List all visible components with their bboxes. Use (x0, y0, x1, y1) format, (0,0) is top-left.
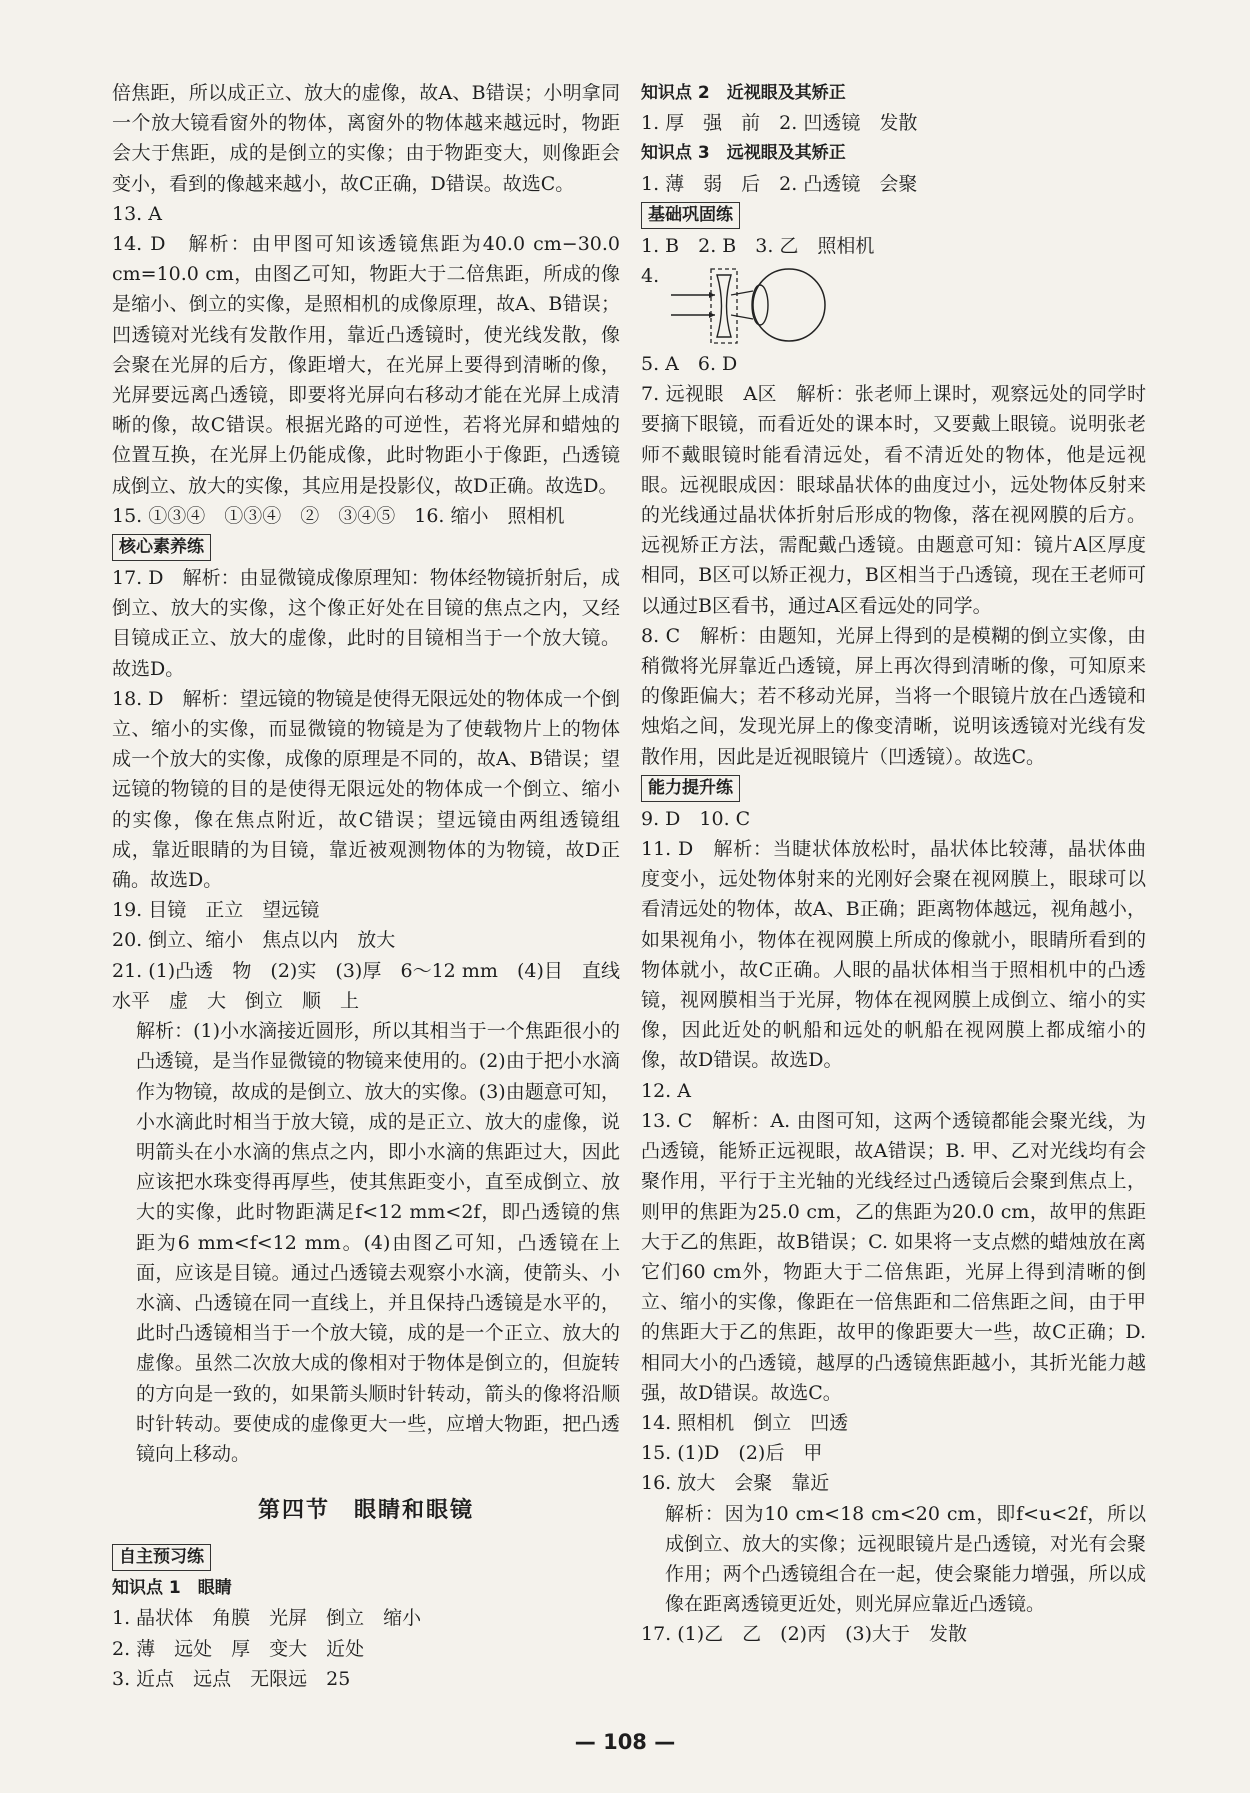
answer-15-16: 15. ①③④ ①③④ ② ③④⑤ 16. 缩小 照相机 (112, 504, 565, 527)
answer-16-analysis: 解析：因为10 cm<18 cm<20 cm，即f<u<2f，所以成倒立、放大的实像；远视眼镜片是凸透镜，对光有会聚作用；两个凸透镜组合在一起，使会聚能力增强，所以成像在距离透镜更近处，则光屏应靠近凸透镜。 (665, 1502, 1146, 1616)
answer-8: 8. C 解析：由题知，光屏上得到的是模糊的倒立实像，由稍微将光屏靠近凸透镜，屏上再次得到清晰的像，可知原来的像距偏大；若不移动光屏，当将一个眼镜片放在凸透镜和烛焰之间，发现光屏上的像变清晰，说明该透镜对光线有发散作用，因此是近视眼镜片（凹透镜）。故选C。 (641, 624, 1146, 768)
answer-19: 19. 目镜 正立 望远镜 (112, 899, 320, 922)
basic-answer-1-3: 1. B 2. B 3. 乙 照相机 (641, 234, 875, 257)
answer-text: 倍焦距，所以成正立、放大的虚像，故A、B错误；小明拿同一个放大镜看窗外的物体，离窗外的物体越来越远时，物距会大于焦距，成的是倒立的实像；由于物距变大，则像距会变小，看到的像越来越小，故C正确，D错误。故选C。 (112, 82, 620, 195)
kp2-answer: 1. 厚 强 前 2. 凹透镜 发散 (641, 112, 918, 135)
kp1-answer-2: 2. 薄 远处 厚 变大 近处 (112, 1637, 365, 1660)
section-ability: 能力提升练 (641, 775, 740, 802)
answer-13: 13. A (112, 202, 162, 225)
answer-12: 12. A (641, 1079, 691, 1102)
eye-lens-diagram (667, 263, 837, 347)
answer-15-right: 15. (1)D (2)后 甲 (641, 1442, 823, 1465)
answer-17-right: 17. (1)乙 乙 (2)丙 (3)大于 发散 (641, 1623, 967, 1646)
kp3-answer: 1. 薄 弱 后 2. 凸透镜 会聚 (641, 172, 918, 195)
left-column (112, 78, 640, 1694)
answer-17: 17. D 解析：由显微镜成像原理知：物体经物镜折射后，成倒立、放大的实像，这个像正好处在目镜的焦点之内，又经目镜成正立、放大的虚像，此时的目镜相当于一个放大镜。故选D。 (112, 567, 620, 680)
answer-21-analysis: 解析：(1)小水滴接近圆形，所以其相当于一个焦距很小的凸透镜，是当作显微镜的物镜来使用的。(2)由于把小水滴作为物镜，故成的是倒立、放大的实像。(3)由题意可知，小水滴此时相当于放大镜，成的是正立、放大的虚像，说明箭头在小水滴的焦点之内，即小水滴的焦距过大，因此应该把水珠变得再厚些，使其焦距变小，直至成倒立、放大的实像，此时物距满足f<12 mm<2f，即凸透镜的焦距为6 mm<f<12 mm。(4)由图乙可知，凸透镜在上面，应该是目镜。通过凸透镜去观察小水滴，使箭头、小水滴、凸透镜在同一直线上，并且保持凸透镜是水平的，此时凸透镜相当于一个放大镜，成的是一个正立、放大的虚像。虽然二次放大成的像相对于物体是倒立的，但旋转的方向是一致的，如果箭头顺时针转动，箭头的像将沿顺时针转动。要使成的虚像更大一些，应增大物距，把凸透镜向上移动。 (136, 1020, 620, 1465)
knowledge-point-3-title: 知识点 3 远视眼及其矫正 (641, 143, 846, 164)
answer-20: 20. 倒立、缩小 焦点以内 放大 (112, 929, 396, 952)
section-preview: 自主预习练 (112, 1544, 211, 1571)
answer-21: 21. (1)凸透 物 (2)实 (3)厚 6～12 mm (4)目 直线 水平 虚 大 倒立 顺 上 (112, 959, 640, 1012)
answer-7: 7. 远视眼 A区 解析：张老师上课时，观察远处的同学时要摘下眼镜，而看近处的课本时，又要戴上眼镜。说明张老师不戴眼镜时能看清远处，看不清近处的物体，他是远视眼。远视眼成因：眼球晶状体的曲度过小，远处物体反射来的光线通过晶状体折射后形成的物像，落在视网膜的后方。远视矫正方法，需配戴凸透镜。由题意可知：镜片A区厚度相同，B区可以矫正视力，B区相当于凸透镜，现在王老师可以通过B区看书，通过A区看远处的同学。 (641, 383, 1146, 617)
answer-11: 11. D 解析：当睫状体放松时，晶状体比较薄，晶状体曲度变小，远处物体射来的光刚好会聚在视网膜上，眼球可以看清远处的物体，故A、B正确；距离物体越远，视角越小，如果视角小，物体在视网膜上所成的像就小，眼睛所看到的物体就小，故C正确。人眼的晶状体相当于照相机中的凸透镜，视网膜相当于光屏，物体在视网膜上成倒立、缩小的实像，因此近处的帆船和远处的帆船在视网膜上都成缩小的像，故D错误。故选D。 (641, 838, 1146, 1072)
question-4-label: 4. (641, 265, 660, 288)
answer-18: 18. D 解析：望远镜的物镜是使得无限远处的物体成一个倒立、缩小的实像，而显微镜的物镜是为了使载物片上的物体成一个放大的实像，成像的原理是不同的，故A、B错误；望远镜的物镜的目的是使得无限远处的物体成一个倒立、缩小的实像，像在焦点附近，故C错误；望远镜由两组透镜组成，靠近眼睛的为目镜，靠近被观测物体的为物镜，故D正确。故选D。 (112, 687, 620, 892)
chapter-title: 第四节 眼睛和眼镜 (257, 1498, 474, 1524)
answer-9-10: 9. D 10. C (641, 807, 751, 830)
knowledge-point-2-title: 知识点 2 近视眼及其矫正 (641, 83, 846, 103)
answer-13-right: 13. C 解析：A. 由图可知，这两个透镜都能会聚光线，为凸透镜，能矫正远视眼，故A错误；B. 甲、乙对光线均有会聚作用，平行于主光轴的光线经过凸透镜后会聚到焦点上，则甲的焦距为25.0 cm，乙的焦距为20.0 cm，故甲的焦距大于乙的焦距，故B错误；C. 如果将一支点燃的蜡烛放在离它们60 cm外，物距大于二倍焦距，光屏上得到清晰的倒立、缩小的实像，像距在一倍焦距和二倍焦距之间，由于甲的焦距大于乙的焦距，故甲的像距要大一些，故C正确；D. 相同大小的凸透镜，越厚的凸透镜焦距越小，其折光能力越强，故D错误。故选C。 (641, 1109, 1146, 1404)
knowledge-point-1-title: 知识点 1 眼睛 (112, 1578, 232, 1599)
answer-5-6: 5. A 6. D (641, 353, 738, 376)
kp1-answer-1: 1. 晶状体 角膜 光屏 倒立 缩小 (112, 1607, 422, 1630)
kp1-answer-3: 3. 近点 远点 无限远 25 (112, 1667, 351, 1690)
answer-14: 14. D 解析：由甲图可知该透镜焦距为40.0 cm−30.0 cm=10.0 cm，由图乙可知，物距大于二倍焦距，所成的像是缩小、倒立的实像，是照相机的成像原理，故A、B错误；凹透镜对光线有发散作用，靠近凸透镜时，使光线发散，像会聚在光屏的后方，像距增大，在光屏上要得到清晰的像，光屏要远离凸透镜，即要将光屏向右移动才能在光屏上成清晰的像，故C错误。根据光路的可逆性，若将光屏和蜡烛的位置互换，在光屏上仍能成像，此时物距小于像距，凸透镜成倒立、放大的实像，其应用是投影仪，故D正确。故选D。 (112, 233, 620, 497)
page-number: — 108 — (574, 1730, 676, 1754)
section-basic: 基础巩固练 (641, 202, 740, 229)
section-core-literacy: 核心素养练 (112, 534, 211, 561)
right-column (641, 78, 1146, 1650)
answer-14-right: 14. 照相机 倒立 凹透 (641, 1411, 849, 1434)
answer-16-right: 16. 放大 会聚 靠近 (641, 1472, 830, 1495)
